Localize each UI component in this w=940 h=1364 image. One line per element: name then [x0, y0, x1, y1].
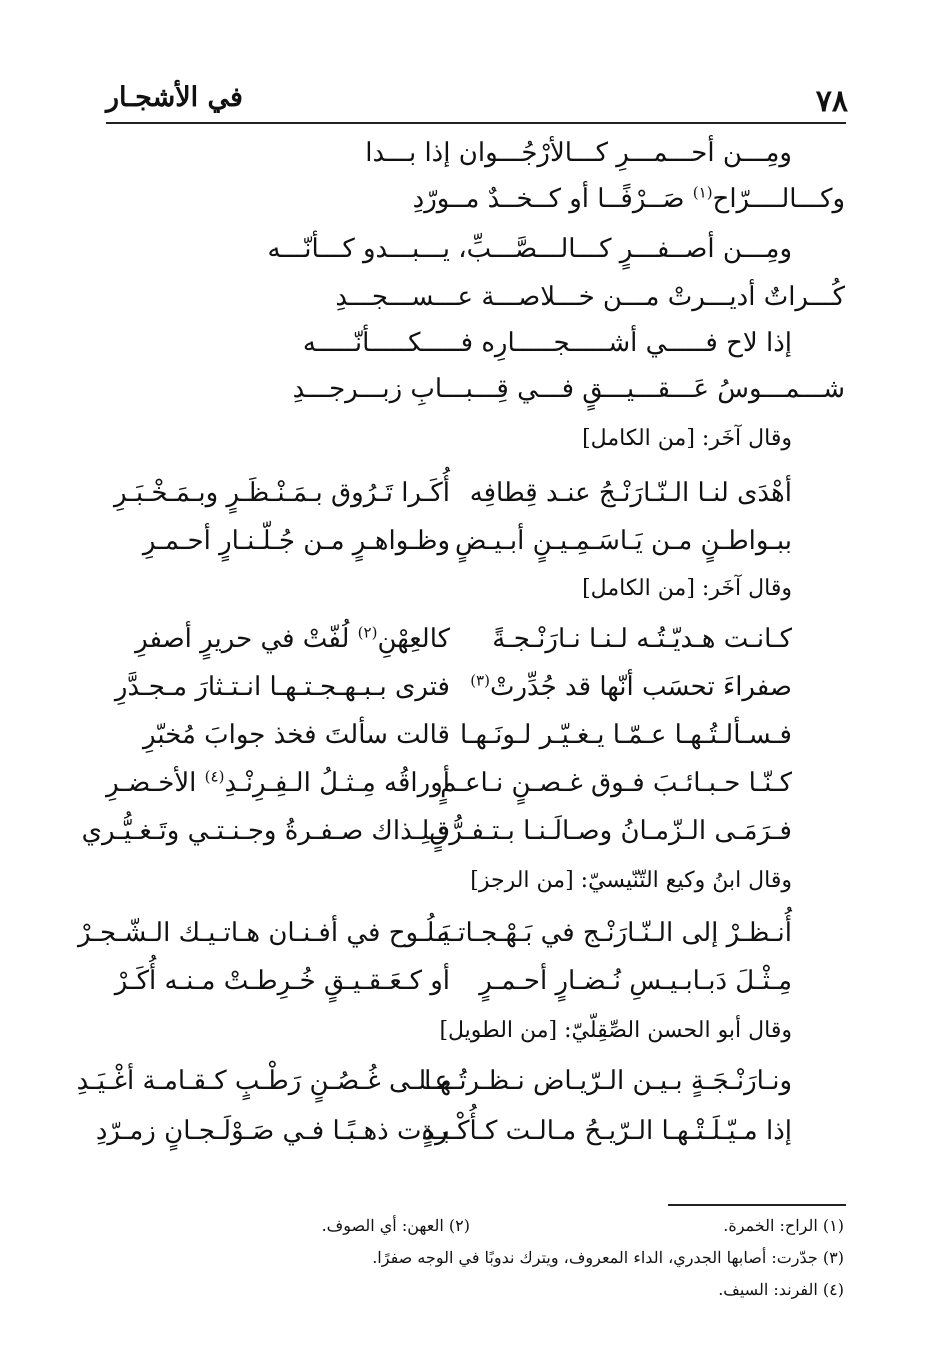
footnote-marker: (٤) — [204, 767, 225, 786]
footnote-marker: (٣) — [470, 671, 490, 690]
footnote: (٤) الفرند: السيف. — [718, 1280, 844, 1299]
verse-left: قالت سألتَ فخذ جوابَ مُخبّرِ — [143, 720, 450, 750]
verse-line: إذا لاح فـــــي أشـــــجـــــارِه فـــــكـــــأنّـــــه — [302, 328, 792, 358]
meter-label: [من الكامل] — [582, 576, 695, 601]
verse-right: أُنـظـرْ إلى الـنّـارَنْـج في بَـهْـجـاتـه — [436, 918, 792, 948]
verse-right: إذا مـيّـلَـتْـهـا الـرّيـحُ مـالـت كـأُكْـرةٍ — [421, 1116, 792, 1146]
verse-line: وكـــالــــرّاح$^{(١)}$ صَــرْفًــا أو كــخــدٌ مــورّدِ — [412, 183, 845, 214]
verse-left: أو كـعَـقـيـقٍ خُـرِطـتْ مـنـه أُكَـرْ — [114, 966, 450, 996]
verse-left: يَـلُـوح في أفـنـان هـاتـيـك الـشّـجـرْ — [78, 918, 450, 948]
verse-left: أوراقُه مِـثـلُ الـفِـرِنْـدِ$^{(٤)}$ الأخـضـرِ — [106, 767, 450, 798]
verse-right: ونـارَنْـجَـةٍ بـيـن الـرّيـاض نـظـرتُـهـا — [424, 1066, 792, 1096]
verse-right: فـسـألـتُـهـا عـمّـا يـغـيّـر لـونَـهـا — [460, 720, 792, 750]
poet-attribution: وقال آخَر: [من الكامل] — [582, 426, 792, 451]
verse-right: ببـواطـنٍ مـن يَـاسَـمِـيـنٍ أبـيـضٍ — [454, 526, 792, 556]
verse-right: أهْدَى لنـا الـنّـارَنْـجُ عنـد قِطافِه — [469, 478, 792, 508]
verse-left: وظـواهـرٍ مـن جُـلّـنـارٍ أحـمـرِ — [142, 526, 450, 556]
verse-line: شـــمـــوسُ عَـــقـــيـــقٍ فـــي قِـــبـــابِ زبـــرجـــدِ — [292, 374, 845, 404]
poet-attribution: وقال أبو الحسن الصِّقِلّيّ: [من الطويل] — [439, 1018, 792, 1043]
verse-left: فترى بـبـهـجـتـهـا انـتـثارَ مـجـدَّرِ — [114, 672, 450, 702]
page-number: ٧٨ — [815, 84, 848, 119]
verse-line: كُـــراتٌ أديـــرتْ مـــن خـــلاصـــة عـــســـجـــدِ — [335, 282, 845, 312]
footnote-marker: (٢) — [357, 623, 378, 642]
footnote-marker: (١) — [692, 183, 713, 202]
footnote: (٣) جدّرت: أصابها الجدري، الداء المعروف، ويترك ندوبًا في الوجه صفرًا. — [372, 1248, 844, 1267]
verse-left: بـدت ذهـبًـا فـي صَـوْلَـجـانٍ زمـرّدِ — [95, 1116, 450, 1146]
verse-right: مِـثْـلَ دَبـابـيـسِ نُـضـارٍ أحـمـرٍ — [479, 966, 792, 996]
poet-attribution: وقال ابنُ وكيع التّنّيسيّ: [من الرجز] — [470, 868, 792, 893]
running-title: في الأشجـار — [106, 82, 243, 113]
verse-right: كـانـت هـديّـتُـه لـنـا نـارَنْـجـةً — [492, 624, 792, 654]
footnote: (١) الراح: الخمرة. — [723, 1216, 844, 1235]
verse-left: كالعِهْنِ$^{(٢)}$ لُفّتْ في حريرٍ أصفرِ — [135, 623, 450, 654]
verse-left: عـلـى غُـصُـنٍ رَطْـبٍ كـقـامـة أغْـيَـدِ — [76, 1066, 450, 1096]
meter-label: [من الطويل] — [439, 1018, 558, 1043]
verse-right: فـرَمَـى الـزّمـانُ وصـالَـنـا بـتـفـرُّقٍ — [429, 816, 792, 846]
meter-label: [من الكامل] — [582, 426, 695, 451]
verse-line: ومِـــن أحـــمـــرِ كـــالأرْجُـــوان إذا بـــدا — [365, 138, 792, 168]
meter-label: [من الرجز] — [470, 868, 574, 893]
verse-line: ومِـــن أصــفـــرٍ كـــالـــصَّـــبِّ، يـــبـــدو كـــأنّـــه — [267, 234, 792, 264]
header-rule — [106, 122, 846, 124]
verse-right: كـنّـا حـبـائـبَ فـوق غـصـنٍ نـاعـمٍ — [440, 768, 792, 798]
verse-left: فـلِـذاك صـفـرةُ وجـنـتـي وتَـغـيُّـري — [81, 816, 450, 846]
footnote: (٢) العهن: أي الصوف. — [321, 1216, 470, 1235]
poet-attribution: وقال آخَر: [من الكامل] — [582, 576, 792, 601]
footnote-rule — [668, 1204, 846, 1206]
verse-left: أُكَـرا تَـرُوق بـمَـنْـظَـرٍ وبـمَـخْـبَـرِ — [113, 478, 450, 508]
verse-right: صفراءَ تحسَب أنّها قد جُدِّرتْ$^{(٣)}$ — [470, 671, 792, 702]
